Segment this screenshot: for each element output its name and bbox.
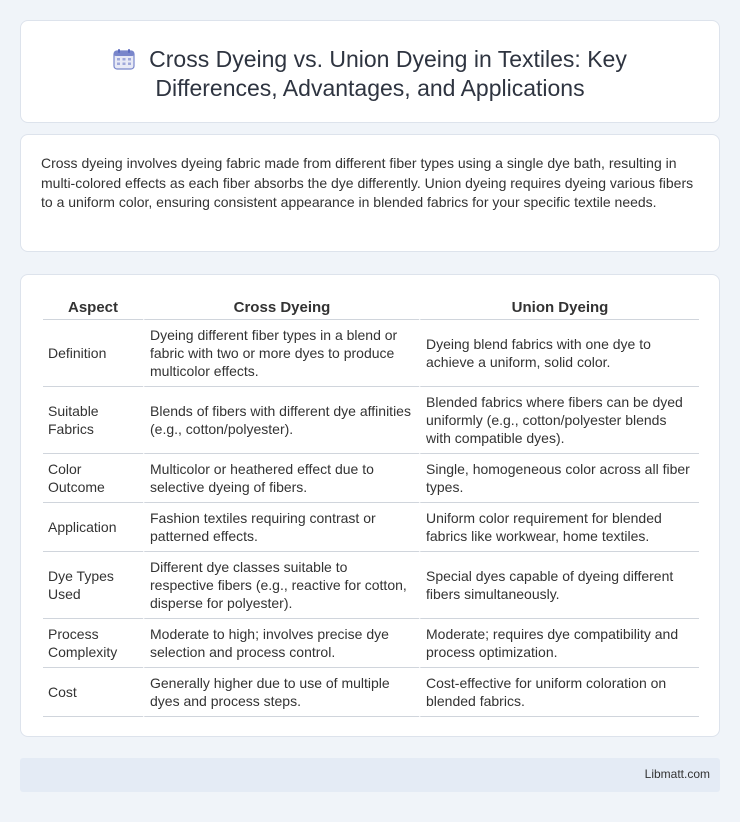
table-row — [43, 552, 699, 619]
page-title — [21, 45, 719, 103]
row-aspect: Dye Types Used — [43, 552, 143, 619]
comparison-card — [20, 274, 720, 737]
row-cross-dyeing: Dyeing different fiber types in a blend or fabric with two or more dyes to produce multicolor effects. — [143, 320, 419, 387]
row-aspect: Suitable Fabrics — [43, 387, 143, 454]
table-row — [43, 668, 699, 717]
table-row — [43, 320, 699, 387]
row-union-dyeing: Cost-effective for uniform coloration on blended fabrics. — [419, 668, 699, 717]
row-cross-dyeing: Blends of fibers with different dye affinities (e.g., cotton/polyester). — [143, 387, 419, 454]
row-aspect: Application — [43, 503, 143, 552]
row-cross-dyeing: Different dye classes suitable to respective fibers (e.g., reactive for cotton, disperse for polyester). — [143, 552, 419, 619]
row-union-dyeing: Uniform color requirement for blended fabrics like workwear, home textiles. — [419, 503, 699, 552]
footer-brand[interactable]: Libmatt.com — [644, 767, 710, 781]
title-card — [20, 20, 720, 123]
row-cross-dyeing: Moderate to high; involves precise dye selection and process control. — [143, 619, 419, 668]
calendar-icon — [113, 48, 135, 70]
footer — [20, 758, 720, 792]
intro-card — [20, 134, 720, 252]
title-line-2: Differences, Advantages, and Applications — [155, 75, 585, 101]
table-row — [43, 454, 699, 503]
row-aspect: Process Complexity — [43, 619, 143, 668]
table-header-row — [43, 295, 699, 320]
comparison-table — [43, 295, 699, 717]
row-cross-dyeing: Multicolor or heathered effect due to selective dyeing of fibers. — [143, 454, 419, 503]
row-aspect: Cost — [43, 668, 143, 717]
header-aspect: Aspect — [43, 295, 143, 320]
row-aspect: Definition — [43, 320, 143, 387]
row-union-dyeing: Moderate; requires dye compatibility and process optimization. — [419, 619, 699, 668]
intro-paragraph: Cross dyeing involves dyeing fabric made from different fiber types using a single dye bath, resulting in multi-colored effects as each fiber absorbs the dye differently. Union dyeing requires dyeing various fibers to a uniform color, ensuring consistent appearance in blended fabrics for your specific textile needs. — [41, 155, 694, 210]
table-row — [43, 619, 699, 668]
row-cross-dyeing: Fashion textiles requiring contrast or patterned effects. — [143, 503, 419, 552]
header-union-dyeing: Union Dyeing — [419, 295, 699, 320]
title-line-1: Cross Dyeing vs. Union Dyeing in Textiles: Key — [149, 46, 627, 72]
header-cross-dyeing: Cross Dyeing — [143, 295, 419, 320]
row-cross-dyeing: Generally higher due to use of multiple dyes and process steps. — [143, 668, 419, 717]
table-row — [43, 503, 699, 552]
table-row — [43, 387, 699, 454]
row-aspect: Color Outcome — [43, 454, 143, 503]
row-union-dyeing: Dyeing blend fabrics with one dye to achieve a uniform, solid color. — [419, 320, 699, 387]
row-union-dyeing: Single, homogeneous color across all fiber types. — [419, 454, 699, 503]
row-union-dyeing: Blended fabrics where fibers can be dyed uniformly (e.g., cotton/polyester blends with compatible dyes). — [419, 387, 699, 454]
row-union-dyeing: Special dyes capable of dyeing different fibers simultaneously. — [419, 552, 699, 619]
